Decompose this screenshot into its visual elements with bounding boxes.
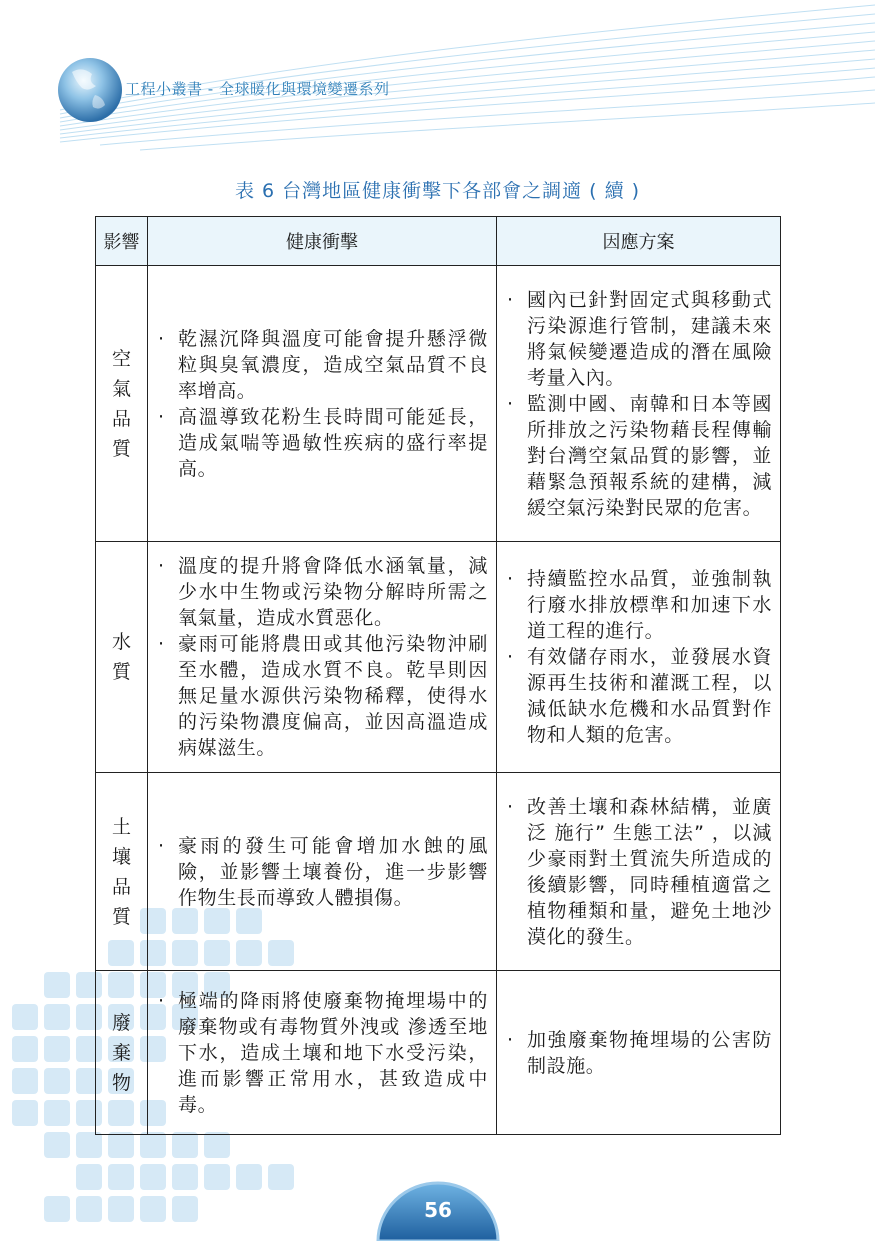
table-header-row xyxy=(96,217,781,266)
column-header-response: 因應方案 xyxy=(497,217,781,266)
list-item: · 豪雨的發生可能會增加水蝕的風險，並影響土壤養份，進一步影響作物生長而導致人體損傷。 xyxy=(158,833,488,911)
adaptation-table xyxy=(95,216,781,1135)
table-row xyxy=(96,773,781,971)
list-item: · 乾濕沉降與溫度可能會提升懸浮微粒與臭氧濃度，造成空氣品質不良率增高。 xyxy=(158,326,488,404)
health-impact-cell xyxy=(148,542,497,773)
health-impact-cell xyxy=(148,971,497,1135)
table-row xyxy=(96,971,781,1135)
series-title: 工程小叢書 - 全球暖化與環境變遷系列 xyxy=(125,80,390,98)
list-item: · 改善土壤和森林結構，並廣泛 施行” 生態工法” ，以減少豪雨對土質流失所造成的後續影響，同時種植適當之植物種類和量，避免土地沙漠化的發生。 xyxy=(507,794,772,950)
response-cell xyxy=(497,971,781,1135)
health-impact-cell xyxy=(148,773,497,971)
health-impact-cell xyxy=(148,266,497,542)
impact-cell-water-quality: 水 質 xyxy=(96,542,148,773)
list-item: · 高溫導致花粉生長時間可能延長，造成氣喘等過敏性疾病的盛行率提高。 xyxy=(158,404,488,482)
impact-cell-soil-quality: 土 壤 品 質 xyxy=(96,773,148,971)
table-caption: 表 6 台灣地區健康衝擊下各部會之調適 ( 續 ) xyxy=(234,180,641,202)
impact-cell-air-quality: 空 氣 品 質 xyxy=(96,266,148,542)
response-cell xyxy=(497,542,781,773)
list-item: · 溫度的提升將會降低水涵氧量，減少水中生物或污染物分解時所需之氧氣量，造成水質惡化。 xyxy=(158,553,488,631)
list-item: · 加強廢棄物掩埋場的公害防制設施。 xyxy=(507,1027,772,1079)
table-row xyxy=(96,266,781,542)
table-row xyxy=(96,542,781,773)
column-header-impact: 影響 xyxy=(96,217,148,266)
list-item: · 豪雨可能將農田或其他污染物沖刷至水體，造成水質不良。乾旱則因無足量水源供污染物稀釋，使得水的污染物濃度偏高，並因高溫造成病媒滋生。 xyxy=(158,631,488,761)
column-header-health-impact: 健康衝擊 xyxy=(148,217,497,266)
page-number: 56 xyxy=(424,1198,452,1222)
impact-cell-waste: 廢 棄 物 xyxy=(96,971,148,1135)
list-item: · 有效儲存雨水，並發展水資源再生技術和灌溉工程，以減低缺水危機和水品質對作物和人類的危害。 xyxy=(507,644,772,748)
list-item: · 監測中國、南韓和日本等國所排放之污染物藉長程傳輸對台灣空氣品質的影響，並藉緊急預報系統的建構，減緩空氣污染對民眾的危害。 xyxy=(507,391,772,521)
list-item: · 持續監控水品質，並強制執行廢水排放標準和加速下水道工程的進行。 xyxy=(507,566,772,644)
globe-icon xyxy=(58,58,122,122)
response-cell xyxy=(497,266,781,542)
response-cell xyxy=(497,773,781,971)
list-item: · 國內已針對固定式與移動式污染源進行管制，建議未來將氣候變遷造成的潛在風險考量入內。 xyxy=(507,287,772,391)
list-item: · 極端的降雨將使廢棄物掩埋場中的廢棄物或有毒物質外洩或 滲透至地下水，造成土壤和地下水受污染，進而影響正常用水，甚致造成中毒。 xyxy=(158,988,488,1118)
